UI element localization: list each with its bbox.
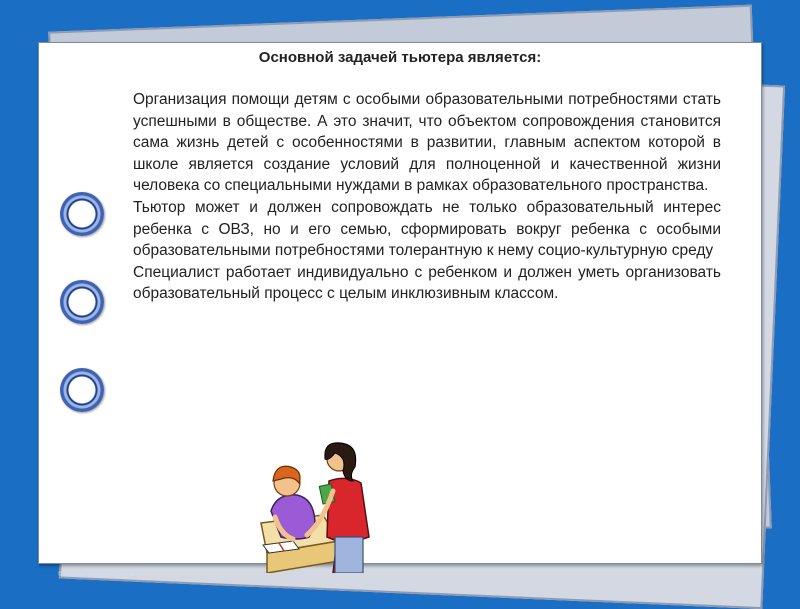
paragraph: Организация помощи детям с особыми образовательными потребностями стать успешными в обществе. А это значит, что объектом сопровождения становится сама жизнь детей с особенностями в развитии, главным аспектом которой в школе является создание условий для полноценной и качественной жизни человека со специальными нуждами в рамках образовательного пространства. xyxy=(133,91,721,195)
footer-credit: © Фомина Лидия Петровна xyxy=(58,572,134,578)
paragraph: Тьютор может и должен сопровождать не только образовательный интерес ребенка с ОВЗ, но и его семью, сформировать вокруг ребенка с особыми образовательными потребностями толерантную к нему социо-культурную среду xyxy=(133,198,721,260)
main-sheet xyxy=(38,42,762,564)
tutor-skirt xyxy=(335,537,363,573)
tutor-and-student-illustration xyxy=(257,441,377,573)
paragraph: Специалист работает индивидуально с ребенком и должен уметь организовать образовательный процесс с целым инклюзивным классом. xyxy=(133,263,721,303)
binder-ring-icon xyxy=(60,192,104,236)
binder-ring-icon xyxy=(60,368,104,412)
slide-title: Основной задачей тьютера является: xyxy=(258,49,542,66)
slide-body xyxy=(133,89,721,305)
binder-ring-icon xyxy=(60,280,104,324)
